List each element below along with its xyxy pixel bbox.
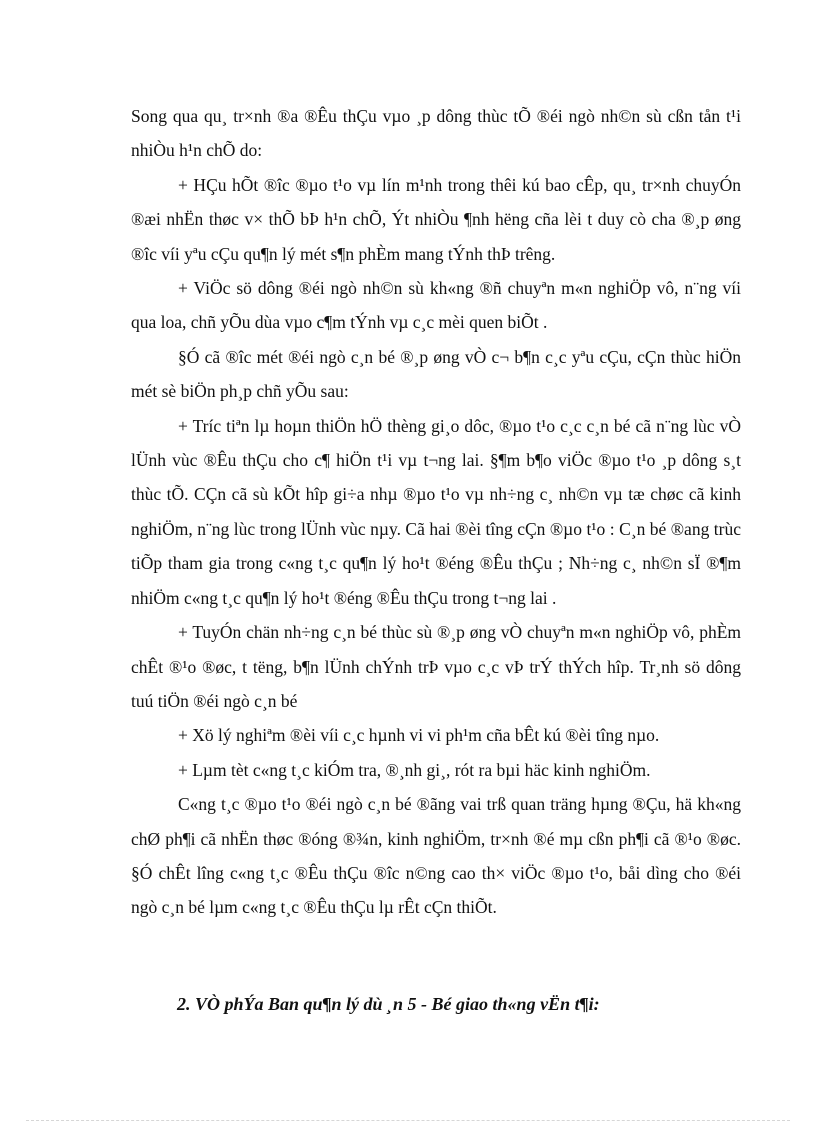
body-text (131, 99, 741, 925)
page-bottom-rule (26, 1120, 790, 1121)
section-heading: 2. VÒ phÝa Ban qu¶n lý dù ¸n 5 - Bé giao th«ng vËn t¶i: (177, 994, 600, 1014)
paragraph-bullet-recruitment: + TuyÓn chän nh÷ng c¸n bé thùc sù ®¸p øng vÒ chuyªn m«n nghiÖp vô, phÈm chÊt ®¹o ®øc, t tëng, b¶n lÜnh chÝnh trÞ vµo c¸c vÞ trÝ thÝch hîp. Tr¸nh sö dông tuú tiÖn ®éi ngò c¸n bé (131, 622, 741, 711)
paragraph-bullet-education: + Tríc tiªn lµ hoµn thiÖn hÖ thèng gi¸o dôc, ®µo t¹o c¸c c¸n bé cã n¨ng lùc vÒ lÜnh vùc ®Êu thÇu cho c¶ hiÖn t¹i vµ t¬ng lai. §¶m b¶o viÖc ®µo t¹o ¸p dông s¸t thùc tÕ. CÇn cã sù kÕt hîp gi÷a nhµ ®µo t¹o vµ nh÷ng c¸ nh©n vµ tæ chøc cã kinh nghiÖm, n¨ng lùc trong lÜnh vùc nµy. Cã hai ®èi tîng cÇn ®µo t¹o : C¸n bé ®ang trùc tiÕp tham gia trong c«ng t¸c qu¶n lý ho¹t ®éng ®Êu thÇu ; Nh÷ng c¸ nh©n sÏ ®¶m nhiÖm c«ng t¸c qu¶n lý ho¹t ®éng ®Êu thÇu trong t¬ng lai . (131, 415, 741, 608)
paragraph-conclusion: C«ng t¸c ®µo t¹o ®éi ngò c¸n bé ®ãng vai trß quan träng hµng ®Çu, hä kh«ng chØ ph¶i cã nhËn thøc ®óng ®¾n, kinh nghiÖm, tr×nh ®é mµ cßn ph¶i cã ®¹o ®øc. §Ó chÊt lîng c«ng t¸c ®Êu thÇu ®îc n©ng cao th× viÖc ®µo t¹o, båi dìng cho ®éi ngò c¸n bé lµm c«ng t¸c ®Êu thÇu lµ rÊt cÇn thiÕt. (131, 794, 741, 918)
paragraph-intro: Song qua qu¸ tr×nh ®a ®Êu thÇu vµo ¸p dông thùc tÕ ®éi ngò nh©n sù cßn tån t¹i nhiÒu h¹n chÕ do: (131, 106, 741, 161)
paragraph-bullet-inspection: + Lµm tèt c«ng t¸c kiÓm tra, ®¸nh gi¸, rót ra bµi häc kinh nghiÖm. (178, 759, 651, 780)
paragraph-bullet-training-history: + HÇu hÕt ®îc ®µo t¹o vµ lín m¹nh trong thêi kú bao cÊp, qu¸ tr×nh chuyÓn ®æi nhËn thøc v× thÕ bÞ h¹n chÕ, Ýt nhiÒu ¶nh hëng cña lèi t duy cò cha ®¸p øng ®îc víi yªu cÇu qu¶n lý mét s¶n phÈm mang tÝnh thÞ trêng. (131, 174, 741, 264)
paragraph-solutions-intro: §Ó cã ®îc mét ®éi ngò c¸n bé ®¸p øng vÒ c¬ b¶n c¸c yªu cÇu, cÇn thùc hiÖn mét sè biÖn ph¸p chñ yÕu sau: (131, 346, 741, 402)
paragraph-bullet-discipline: + Xö lý nghiªm ®èi víi c¸c hµnh vi vi ph¹m cña bÊt kú ®èi tîng nµo. (178, 725, 660, 746)
paragraph-bullet-staff-usage: + ViÖc sö dông ®éi ngò nh©n sù kh«ng ®ñ chuyªn m«n nghiÖp vô, n¨ng víi qua loa, chñ yÕu dùa vµo c¶m tÝnh vµ c¸c mèi quen biÕt . (131, 278, 741, 333)
